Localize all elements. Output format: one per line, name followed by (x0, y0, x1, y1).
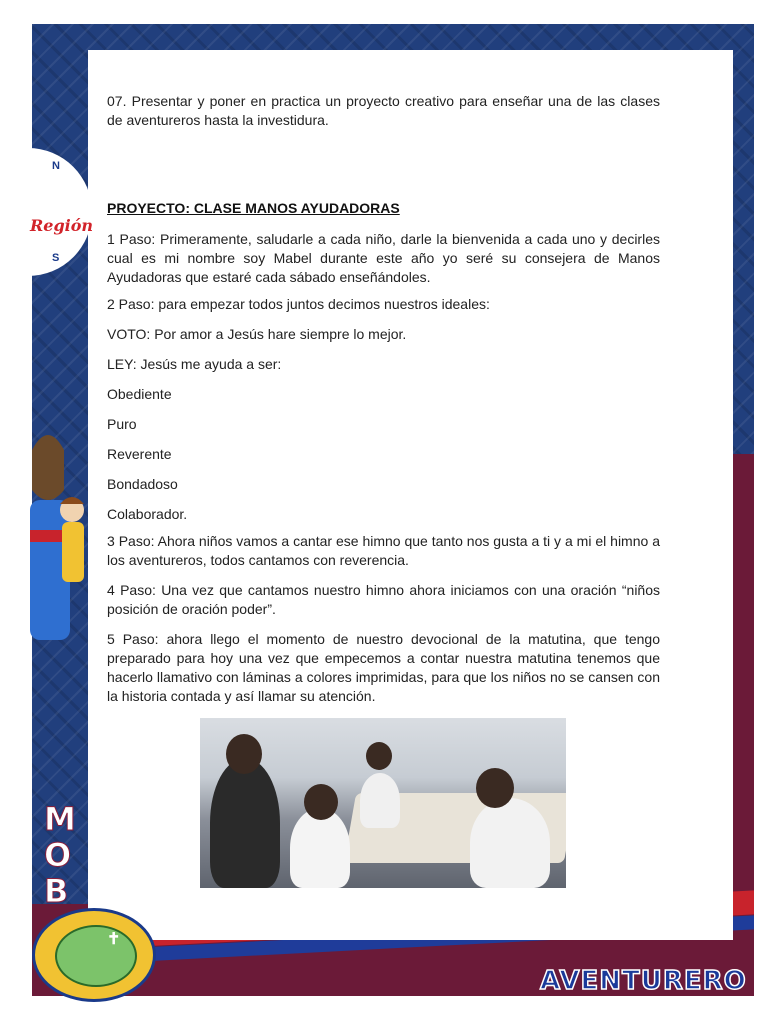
law-line: LEY: Jesús me ayuda a ser: (107, 356, 282, 372)
photo-teacher (210, 758, 280, 888)
badge-landscape (55, 925, 137, 987)
photo-child-head (304, 784, 338, 820)
photo-child-head (476, 768, 514, 808)
photo-child (470, 798, 550, 888)
law-item: Reverente (107, 446, 172, 462)
project-heading: PROYECTO: CLASE MANOS AYUDADORAS (107, 200, 400, 216)
region-logo-north: N (52, 160, 60, 172)
law-item: Colaborador. (107, 506, 188, 522)
adventurer-badge (32, 908, 156, 1002)
law-item: Obediente (107, 386, 172, 402)
photo-child (360, 773, 400, 828)
photo-teacher-head (226, 734, 262, 774)
vow-line: VOTO: Por amor a Jesús hare siempre lo mejor. (107, 326, 407, 342)
step-4: 4 Paso: Una vez que cantamos nuestro himno ahora iniciamos con una oración “niños posición de oración poder”. (107, 582, 660, 617)
region-logo-south: S (52, 252, 60, 264)
law-item: Bondadoso (107, 476, 178, 492)
cross-icon: ✝ (107, 931, 121, 948)
intro-paragraph (107, 92, 660, 130)
jesus-children-illustration (30, 420, 90, 640)
side-letter-m: M (44, 800, 76, 838)
region-logo-text: Región (30, 216, 94, 235)
aventurero-logo: AVENTURERO (540, 966, 747, 996)
side-letter-b: B (44, 872, 69, 910)
photo-child-head (366, 742, 392, 770)
side-letter-o: O (44, 836, 72, 874)
law-item: Puro (107, 416, 137, 432)
classroom-photo (200, 718, 566, 888)
step-5: 5 Paso: ahora llego el momento de nuestro devocional de la matutina, que tengo preparado para hoy una vez que empecemos a contar nuestra matutina tenemos que hacerlo llamativo con láminas a colores imprimidas, para que los niños no se cansen con la historia contada y así llamar su atención. (107, 631, 660, 704)
photo-child (290, 808, 350, 888)
intro-text: 07. Presentar y poner en practica un proyecto creativo para enseñar una de las clases de aventureros hasta la investidura. (107, 93, 660, 128)
border-maroon-panel (732, 454, 754, 954)
step-1: 1 Paso: Primeramente, saludarle a cada niño, darle la bienvenida a cada uno y decirles cual es mi nombre soy Mabel durante este año yo seré su consejera de Manos Ayudadoras que estaré cada sábado enseñándoles. (107, 231, 660, 285)
steps-section (107, 230, 660, 706)
step-3: 3 Paso: Ahora niños vamos a cantar ese himno que tanto nos gusta a ti y a mi el himno a los aventureros, todos cantamos con reverencia. (107, 533, 660, 568)
step-2: 2 Paso: para empezar todos juntos decimos nuestros ideales: (107, 296, 490, 312)
